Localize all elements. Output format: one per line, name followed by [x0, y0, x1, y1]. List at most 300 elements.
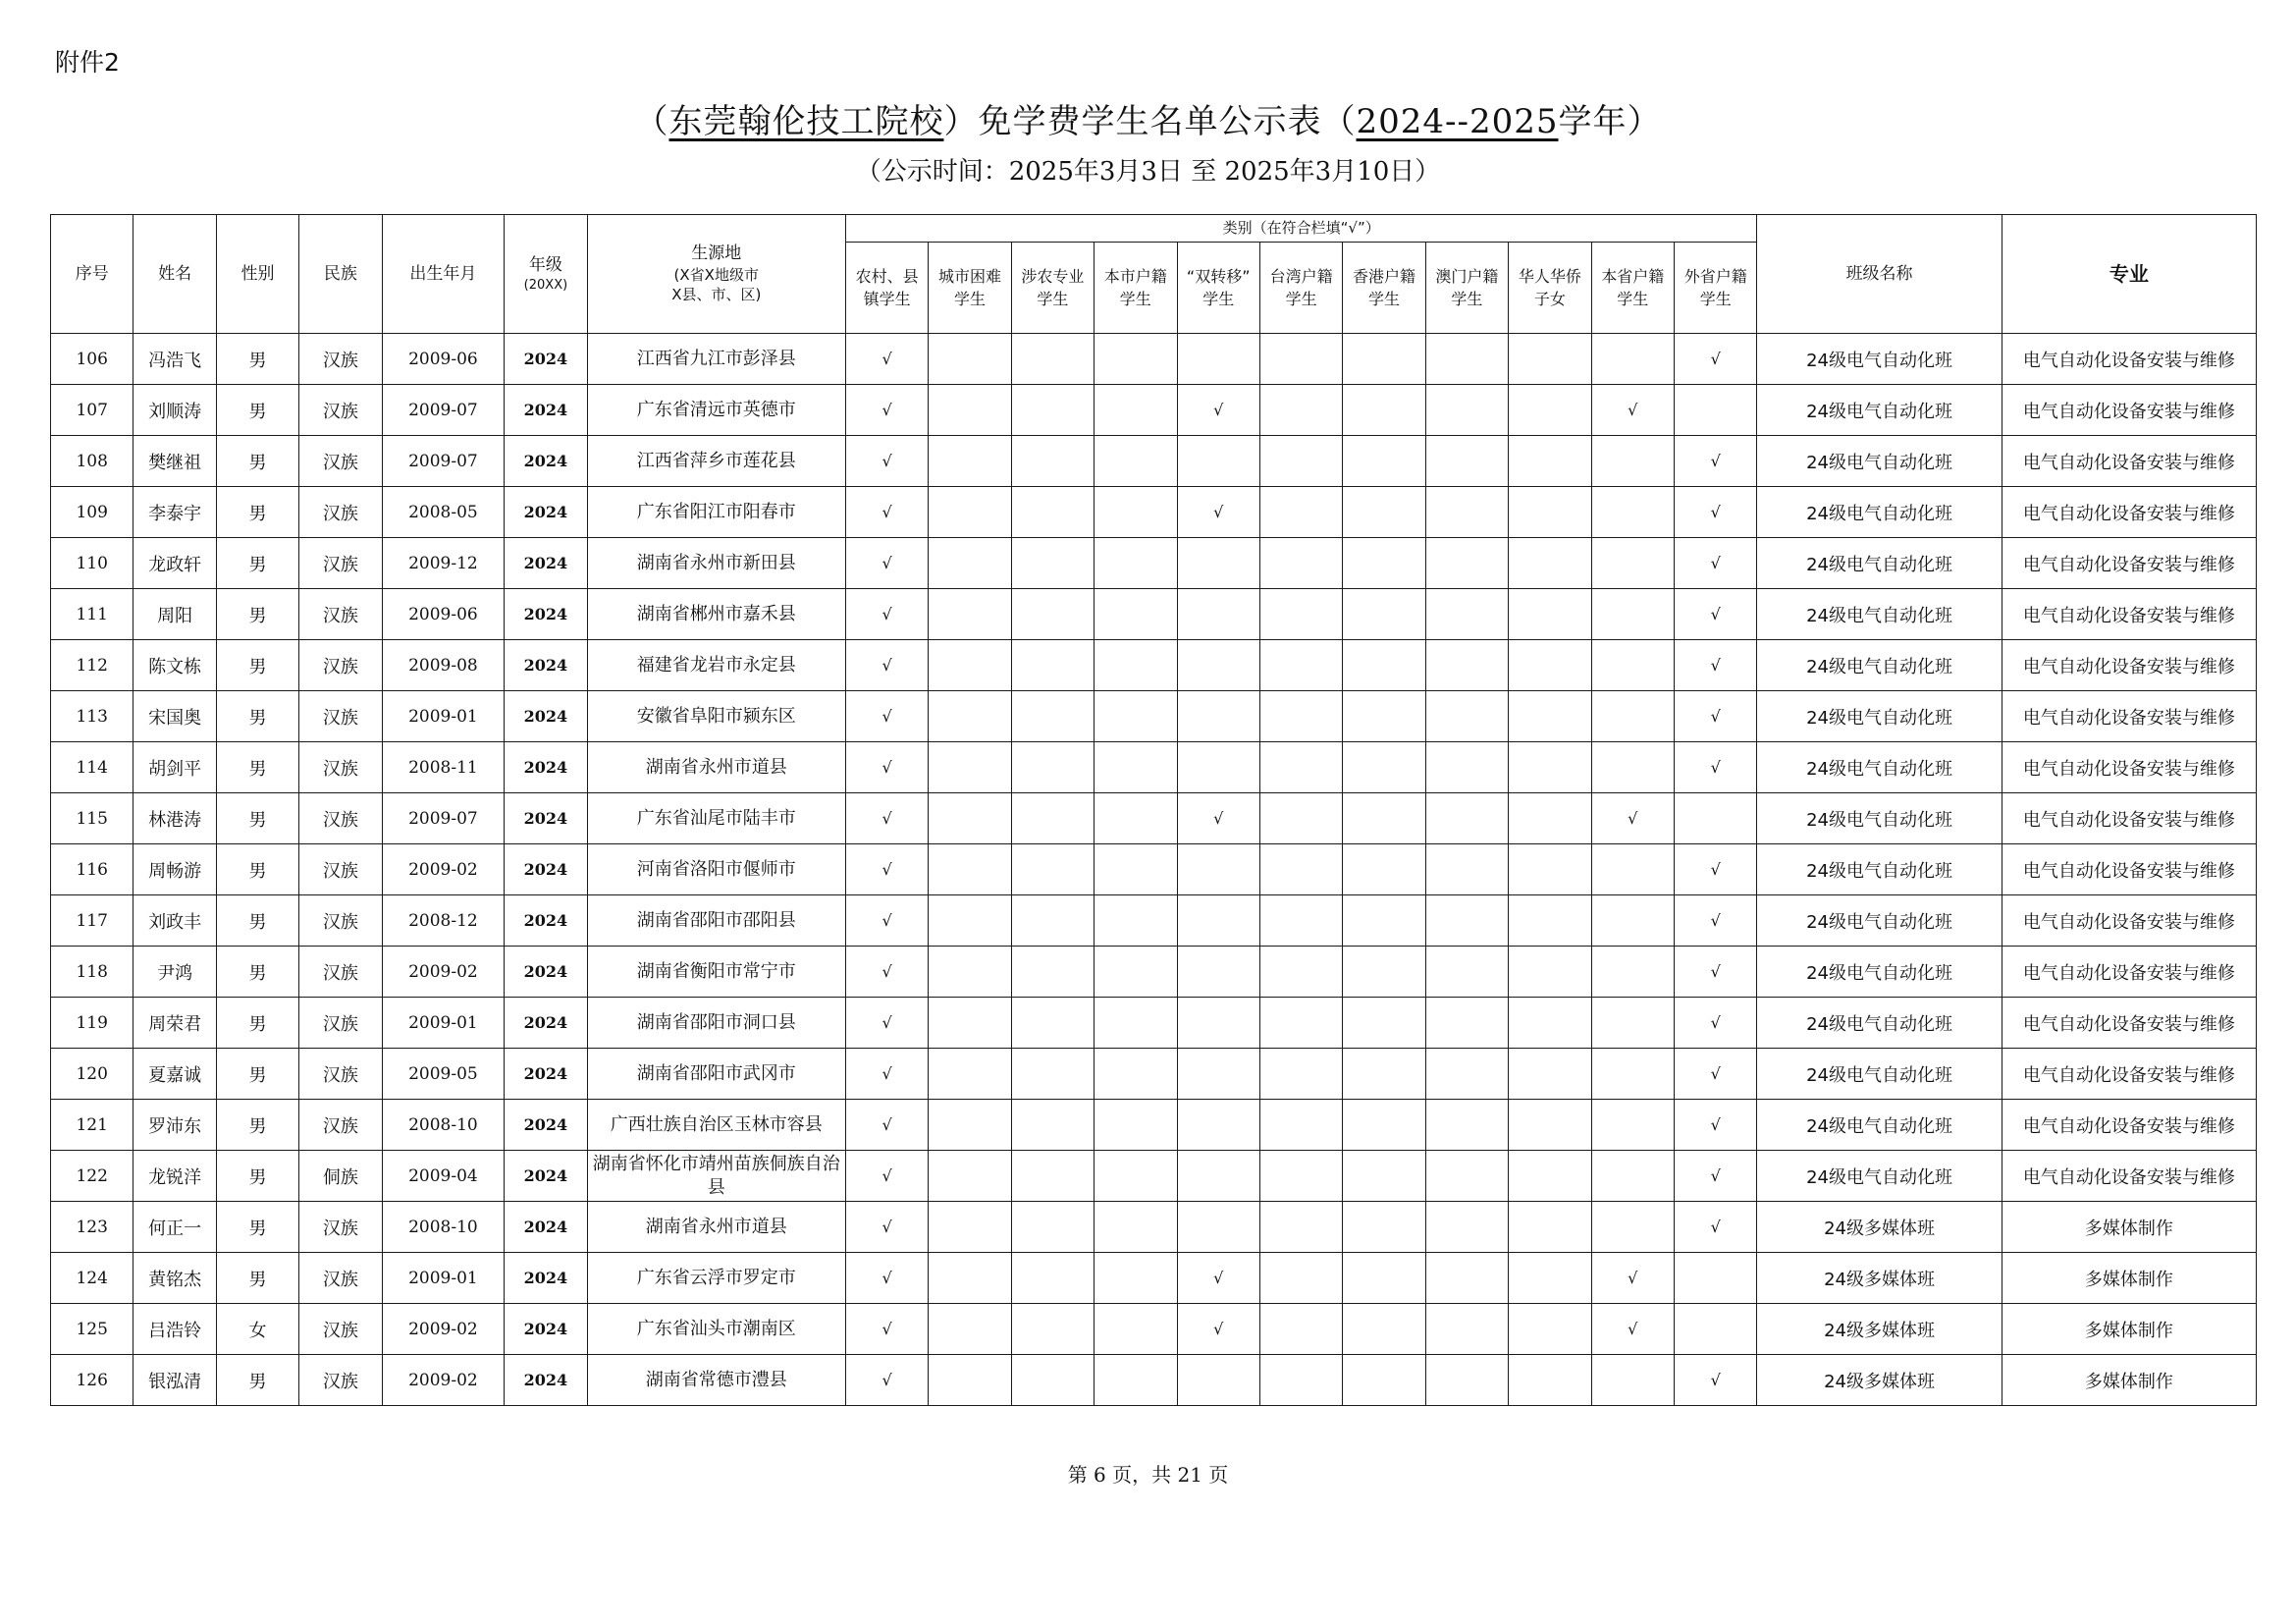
cell-category-check: √	[1674, 487, 1757, 538]
cell-ethnicity: 汉族	[299, 844, 382, 895]
cell-category-check	[929, 895, 1011, 947]
cell-birth: 2009-02	[382, 1304, 505, 1355]
cell-seq: 121	[51, 1100, 133, 1151]
header-category: 台湾户籍 学生	[1259, 243, 1342, 334]
cell-category-check	[1591, 538, 1674, 589]
cell-category-check: √	[845, 1253, 928, 1304]
cell-category-check	[1095, 947, 1177, 998]
cell-category-check	[1011, 947, 1094, 998]
cell-category-check	[1011, 1355, 1094, 1406]
cell-category-check	[929, 793, 1011, 844]
cell-category-check	[1259, 1202, 1342, 1253]
cell-category-check: √	[1591, 1304, 1674, 1355]
cell-gender: 男	[216, 436, 298, 487]
cell-category-check	[1674, 793, 1757, 844]
cell-seq: 111	[51, 589, 133, 640]
table-row	[51, 436, 2257, 487]
cell-seq: 110	[51, 538, 133, 589]
cell-origin: 湖南省邵阳市洞口县	[587, 998, 845, 1049]
cell-gender: 男	[216, 691, 298, 742]
cell-category-check	[1509, 1202, 1591, 1253]
cell-category-check	[1591, 334, 1674, 385]
cell-gender: 男	[216, 1151, 298, 1202]
cell-category-check	[1509, 385, 1591, 436]
cell-name: 刘政丰	[133, 895, 216, 947]
cell-category-check: √	[845, 947, 928, 998]
cell-origin: 湖南省邵阳市邵阳县	[587, 895, 845, 947]
cell-class-name: 24级电气自动化班	[1757, 487, 2002, 538]
cell-origin: 湖南省永州市新田县	[587, 538, 845, 589]
cell-name: 龙锐洋	[133, 1151, 216, 1202]
cell-category-check: √	[845, 538, 928, 589]
cell-major: 电气自动化设备安装与维修	[2002, 947, 2256, 998]
cell-grade: 2024	[505, 385, 587, 436]
cell-category-check	[1425, 436, 1508, 487]
header-gender: 性别	[216, 215, 298, 334]
cell-major: 电气自动化设备安装与维修	[2002, 487, 2256, 538]
cell-category-check	[929, 334, 1011, 385]
cell-category-check: √	[1674, 691, 1757, 742]
cell-grade: 2024	[505, 895, 587, 947]
table-row	[51, 998, 2257, 1049]
cell-category-check	[1425, 487, 1508, 538]
table-header	[51, 215, 2257, 334]
cell-category-check	[929, 538, 1011, 589]
cell-category-check	[1095, 1304, 1177, 1355]
cell-category-check	[1259, 691, 1342, 742]
cell-category-check	[1011, 1100, 1094, 1151]
cell-origin: 广东省汕头市潮南区	[587, 1304, 845, 1355]
cell-category-check	[1674, 1304, 1757, 1355]
cell-class-name: 24级电气自动化班	[1757, 385, 2002, 436]
cell-category-check	[1177, 589, 1259, 640]
cell-name: 黄铭杰	[133, 1253, 216, 1304]
cell-category-check	[1259, 640, 1342, 691]
cell-category-check: √	[845, 793, 928, 844]
cell-birth: 2008-10	[382, 1100, 505, 1151]
cell-category-check	[1011, 487, 1094, 538]
cell-seq: 115	[51, 793, 133, 844]
cell-category-check	[1591, 1355, 1674, 1406]
cell-category-check	[1177, 844, 1259, 895]
cell-category-check	[1343, 947, 1425, 998]
cell-major: 电气自动化设备安装与维修	[2002, 385, 2256, 436]
cell-category-check: √	[1674, 334, 1757, 385]
header-category: 香港户籍 学生	[1343, 243, 1425, 334]
cell-category-check	[1177, 436, 1259, 487]
cell-category-check	[1343, 844, 1425, 895]
cell-name: 陈文栋	[133, 640, 216, 691]
cell-category-check	[929, 1253, 1011, 1304]
cell-birth: 2009-01	[382, 1253, 505, 1304]
cell-name: 冯浩飞	[133, 334, 216, 385]
cell-category-check: √	[845, 385, 928, 436]
cell-category-check	[929, 1304, 1011, 1355]
cell-gender: 男	[216, 998, 298, 1049]
cell-category-check	[1509, 998, 1591, 1049]
header-class-name: 班级名称	[1757, 215, 2002, 334]
table-row	[51, 334, 2257, 385]
cell-category-check	[1343, 385, 1425, 436]
cell-category-check	[1509, 589, 1591, 640]
cell-major: 电气自动化设备安装与维修	[2002, 998, 2256, 1049]
cell-category-check: √	[1674, 589, 1757, 640]
cell-category-check: √	[1674, 895, 1757, 947]
cell-category-check	[1425, 844, 1508, 895]
cell-seq: 112	[51, 640, 133, 691]
cell-category-check	[1591, 1100, 1674, 1151]
header-origin-hint: (X省X地级市 X县、市、区)	[671, 266, 762, 304]
header-category: 外省户籍 学生	[1674, 243, 1757, 334]
header-ethnicity: 民族	[299, 215, 382, 334]
cell-category-check	[1011, 998, 1094, 1049]
cell-seq: 113	[51, 691, 133, 742]
cell-name: 李泰宇	[133, 487, 216, 538]
cell-category-check	[1343, 436, 1425, 487]
cell-category-check	[1177, 1100, 1259, 1151]
cell-major: 电气自动化设备安装与维修	[2002, 436, 2256, 487]
cell-grade: 2024	[505, 1151, 587, 1202]
cell-category-check: √	[1177, 793, 1259, 844]
cell-category-check	[1259, 1253, 1342, 1304]
cell-birth: 2008-05	[382, 487, 505, 538]
cell-birth: 2009-06	[382, 334, 505, 385]
header-category: “双转移” 学生	[1177, 243, 1259, 334]
table-row	[51, 895, 2257, 947]
header-category: 涉农专业 学生	[1011, 243, 1094, 334]
cell-category-check	[1011, 844, 1094, 895]
cell-category-check: √	[845, 1049, 928, 1100]
cell-category-check	[1011, 436, 1094, 487]
cell-category-check	[1343, 1202, 1425, 1253]
header-category: 本省户籍 学生	[1591, 243, 1674, 334]
cell-category-check	[1259, 844, 1342, 895]
cell-category-check	[1343, 487, 1425, 538]
cell-category-check: √	[1591, 793, 1674, 844]
cell-category-check	[1425, 640, 1508, 691]
cell-category-check	[1095, 436, 1177, 487]
cell-class-name: 24级电气自动化班	[1757, 538, 2002, 589]
table-row	[51, 793, 2257, 844]
cell-category-check	[1343, 691, 1425, 742]
cell-seq: 120	[51, 1049, 133, 1100]
cell-seq: 124	[51, 1253, 133, 1304]
cell-category-check	[929, 640, 1011, 691]
cell-ethnicity: 汉族	[299, 1202, 382, 1253]
cell-category-check	[1591, 998, 1674, 1049]
cell-category-check	[1095, 1253, 1177, 1304]
cell-category-check	[1674, 1253, 1757, 1304]
header-grade	[505, 215, 587, 334]
cell-gender: 男	[216, 334, 298, 385]
header-grade-hint: (20XX)	[523, 277, 568, 293]
cell-category-check	[1343, 334, 1425, 385]
cell-ethnicity: 汉族	[299, 793, 382, 844]
cell-gender: 女	[216, 1304, 298, 1355]
cell-category-check	[1425, 538, 1508, 589]
cell-category-check	[1509, 640, 1591, 691]
header-category: 城市困难 学生	[929, 243, 1011, 334]
cell-grade: 2024	[505, 1304, 587, 1355]
cell-category-check	[1425, 589, 1508, 640]
cell-category-check	[1177, 947, 1259, 998]
table-row	[51, 1253, 2257, 1304]
cell-birth: 2008-10	[382, 1202, 505, 1253]
table-row	[51, 1202, 2257, 1253]
cell-category-check	[1509, 334, 1591, 385]
cell-category-check	[1343, 895, 1425, 947]
cell-ethnicity: 汉族	[299, 640, 382, 691]
header-origin	[587, 215, 845, 334]
cell-category-check: √	[845, 1202, 928, 1253]
cell-category-check	[1095, 1049, 1177, 1100]
cell-gender: 男	[216, 1253, 298, 1304]
cell-grade: 2024	[505, 793, 587, 844]
cell-origin: 广东省阳江市阳春市	[587, 487, 845, 538]
page-footer: 第 6 页，共 21 页	[1067, 1463, 1229, 1487]
cell-name: 周阳	[133, 589, 216, 640]
cell-category-check: √	[845, 589, 928, 640]
cell-origin: 湖南省永州市道县	[587, 742, 845, 793]
cell-category-check	[1343, 1304, 1425, 1355]
cell-category-check	[1259, 385, 1342, 436]
cell-category-check	[1425, 1253, 1508, 1304]
cell-name: 夏嘉诚	[133, 1049, 216, 1100]
header-major: 专业	[2002, 215, 2256, 334]
cell-category-check	[1177, 742, 1259, 793]
cell-category-check	[1343, 1355, 1425, 1406]
cell-category-check: √	[1674, 436, 1757, 487]
cell-birth: 2009-06	[382, 589, 505, 640]
cell-birth: 2009-12	[382, 538, 505, 589]
cell-category-check	[1425, 742, 1508, 793]
cell-category-check	[1425, 1355, 1508, 1406]
cell-ethnicity: 汉族	[299, 895, 382, 947]
cell-gender: 男	[216, 742, 298, 793]
cell-ethnicity: 汉族	[299, 998, 382, 1049]
cell-gender: 男	[216, 640, 298, 691]
cell-seq: 123	[51, 1202, 133, 1253]
cell-category-check	[1177, 640, 1259, 691]
cell-category-check: √	[1591, 385, 1674, 436]
cell-origin: 河南省洛阳市偃师市	[587, 844, 845, 895]
cell-class-name: 24级电气自动化班	[1757, 436, 2002, 487]
cell-ethnicity: 汉族	[299, 947, 382, 998]
cell-category-check	[929, 1100, 1011, 1151]
cell-class-name: 24级电气自动化班	[1757, 1049, 2002, 1100]
cell-category-check: √	[845, 1151, 928, 1202]
table-row	[51, 844, 2257, 895]
cell-category-check	[1509, 1100, 1591, 1151]
cell-class-name: 24级电气自动化班	[1757, 691, 2002, 742]
cell-category-check	[1425, 895, 1508, 947]
cell-category-check	[1259, 947, 1342, 998]
cell-category-check	[1259, 1100, 1342, 1151]
cell-category-check	[1343, 640, 1425, 691]
table-row	[51, 589, 2257, 640]
cell-ethnicity: 汉族	[299, 436, 382, 487]
cell-category-check	[1425, 998, 1508, 1049]
cell-gender: 男	[216, 1202, 298, 1253]
cell-origin: 广西壮族自治区玉林市容县	[587, 1100, 845, 1151]
cell-category-check: √	[1674, 844, 1757, 895]
cell-category-check	[1591, 895, 1674, 947]
cell-origin: 湖南省邵阳市武冈市	[587, 1049, 845, 1100]
cell-name: 周畅游	[133, 844, 216, 895]
cell-category-check	[929, 742, 1011, 793]
cell-category-check	[929, 487, 1011, 538]
cell-major: 电气自动化设备安装与维修	[2002, 1100, 2256, 1151]
table-row	[51, 538, 2257, 589]
cell-class-name: 24级电气自动化班	[1757, 1100, 2002, 1151]
cell-category-check	[1095, 334, 1177, 385]
cell-category-check	[1259, 895, 1342, 947]
cell-category-check	[1011, 1304, 1094, 1355]
cell-category-check	[1509, 844, 1591, 895]
cell-major: 多媒体制作	[2002, 1304, 2256, 1355]
cell-category-check	[1095, 742, 1177, 793]
cell-category-check	[1095, 998, 1177, 1049]
cell-category-check	[1011, 385, 1094, 436]
cell-category-check	[1509, 436, 1591, 487]
cell-name: 樊继祖	[133, 436, 216, 487]
cell-gender: 男	[216, 947, 298, 998]
header-category-group: 类别（在符合栏填“√”）	[845, 215, 1757, 243]
cell-category-check	[1095, 640, 1177, 691]
cell-class-name: 24级电气自动化班	[1757, 640, 2002, 691]
table-row	[51, 1049, 2257, 1100]
cell-grade: 2024	[505, 436, 587, 487]
cell-category-check	[1674, 385, 1757, 436]
header-seq: 序号	[51, 215, 133, 334]
cell-origin: 福建省龙岩市永定县	[587, 640, 845, 691]
cell-name: 林港涛	[133, 793, 216, 844]
cell-major: 电气自动化设备安装与维修	[2002, 589, 2256, 640]
table-row	[51, 1100, 2257, 1151]
cell-category-check: √	[845, 844, 928, 895]
cell-category-check	[1425, 1151, 1508, 1202]
cell-category-check: √	[1177, 385, 1259, 436]
cell-category-check	[1011, 691, 1094, 742]
cell-ethnicity: 汉族	[299, 1355, 382, 1406]
cell-birth: 2009-02	[382, 947, 505, 998]
cell-birth: 2008-11	[382, 742, 505, 793]
cell-category-check	[929, 1049, 1011, 1100]
title-middle: ）免学费学生名单公示表（	[943, 102, 1357, 141]
cell-category-check	[1177, 1355, 1259, 1406]
cell-category-check	[1343, 538, 1425, 589]
cell-category-check: √	[845, 1304, 928, 1355]
cell-seq: 126	[51, 1355, 133, 1406]
cell-category-check	[1425, 1304, 1508, 1355]
cell-class-name: 24级多媒体班	[1757, 1355, 2002, 1406]
cell-category-check	[1011, 640, 1094, 691]
cell-category-check: √	[845, 640, 928, 691]
cell-ethnicity: 汉族	[299, 691, 382, 742]
cell-major: 电气自动化设备安装与维修	[2002, 844, 2256, 895]
cell-gender: 男	[216, 538, 298, 589]
cell-category-check	[1509, 691, 1591, 742]
cell-seq: 125	[51, 1304, 133, 1355]
cell-category-check	[1509, 742, 1591, 793]
cell-major: 电气自动化设备安装与维修	[2002, 1049, 2256, 1100]
title-suffix: 学年）	[1558, 102, 1662, 141]
cell-category-check	[1591, 1202, 1674, 1253]
cell-name: 宋国奥	[133, 691, 216, 742]
cell-category-check	[1591, 1151, 1674, 1202]
cell-category-check	[1425, 1049, 1508, 1100]
cell-category-check	[1509, 1304, 1591, 1355]
cell-category-check	[1425, 947, 1508, 998]
cell-category-check	[1011, 1202, 1094, 1253]
cell-category-check	[1591, 487, 1674, 538]
cell-birth: 2009-08	[382, 640, 505, 691]
table-row	[51, 487, 2257, 538]
cell-major: 电气自动化设备安装与维修	[2002, 538, 2256, 589]
cell-category-check	[1591, 844, 1674, 895]
header-birth: 出生年月	[382, 215, 505, 334]
cell-category-check	[1509, 1355, 1591, 1406]
cell-name: 周荣君	[133, 998, 216, 1049]
cell-category-check	[1011, 334, 1094, 385]
table-row	[51, 1151, 2257, 1202]
cell-major: 电气自动化设备安装与维修	[2002, 793, 2256, 844]
cell-category-check	[1509, 1253, 1591, 1304]
cell-category-check	[1509, 1151, 1591, 1202]
table-row	[51, 385, 2257, 436]
cell-gender: 男	[216, 793, 298, 844]
cell-category-check: √	[1177, 1304, 1259, 1355]
cell-grade: 2024	[505, 742, 587, 793]
cell-seq: 108	[51, 436, 133, 487]
cell-category-check	[1011, 895, 1094, 947]
cell-category-check	[1343, 1151, 1425, 1202]
cell-gender: 男	[216, 589, 298, 640]
cell-category-check	[1095, 1202, 1177, 1253]
cell-class-name: 24级电气自动化班	[1757, 793, 2002, 844]
cell-category-check	[1011, 589, 1094, 640]
cell-category-check	[1259, 589, 1342, 640]
cell-ethnicity: 汉族	[299, 1253, 382, 1304]
cell-category-check	[1011, 742, 1094, 793]
cell-grade: 2024	[505, 538, 587, 589]
cell-category-check: √	[1591, 1253, 1674, 1304]
cell-category-check: √	[1674, 1151, 1757, 1202]
cell-birth: 2009-01	[382, 998, 505, 1049]
cell-birth: 2009-07	[382, 436, 505, 487]
cell-category-check	[1259, 334, 1342, 385]
cell-class-name: 24级电气自动化班	[1757, 742, 2002, 793]
cell-seq: 119	[51, 998, 133, 1049]
cell-category-check	[1591, 947, 1674, 998]
cell-category-check	[1095, 1100, 1177, 1151]
title-prefix: （	[634, 102, 669, 141]
cell-category-check	[1343, 1100, 1425, 1151]
cell-category-check	[1591, 742, 1674, 793]
title-school: 东莞翰伦技工院校	[668, 102, 944, 141]
cell-class-name: 24级电气自动化班	[1757, 998, 2002, 1049]
cell-category-check: √	[845, 691, 928, 742]
cell-category-check	[1343, 1253, 1425, 1304]
cell-category-check	[1259, 1151, 1342, 1202]
cell-category-check: √	[845, 334, 928, 385]
cell-category-check	[1177, 1151, 1259, 1202]
cell-category-check	[1509, 538, 1591, 589]
cell-ethnicity: 汉族	[299, 1049, 382, 1100]
cell-birth: 2009-07	[382, 793, 505, 844]
cell-class-name: 24级电气自动化班	[1757, 947, 2002, 998]
table-row	[51, 947, 2257, 998]
